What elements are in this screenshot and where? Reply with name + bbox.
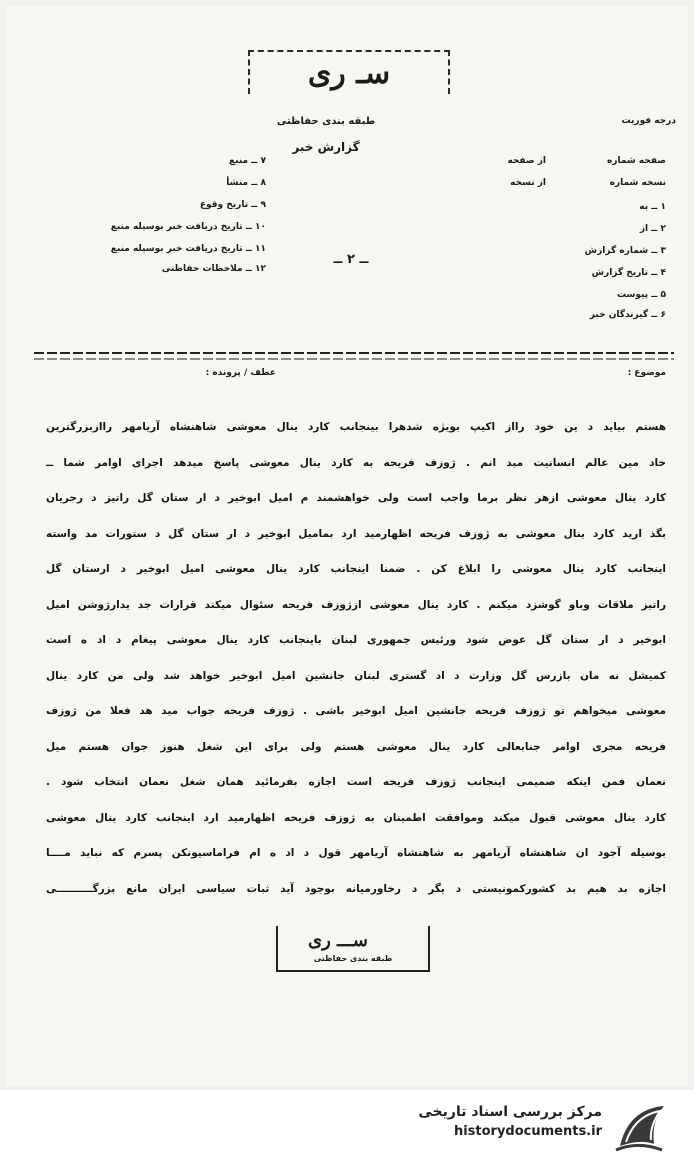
body-line: هستم بیاید د ین خود رااز اکیپ بویژه شدهرا بینجانب کارد ینال معوشی شاهنشاه آریامهر راازبزرگترین bbox=[46, 421, 666, 433]
field-page-of: از صفحه bbox=[507, 156, 546, 166]
field-attachment: ۵ ــ پیوست bbox=[617, 290, 666, 300]
field-to: ۱ ــ به bbox=[639, 202, 666, 212]
bottom-classification-stamp bbox=[276, 926, 430, 972]
body-line: اجازه بد هیم بد کشورکمونیستی د یگر د رخاورمیانه بوجود آید ثبات سیاسی ایران مانع بزرگــــــــــی bbox=[46, 882, 666, 895]
field-receipt-date-unit: ۱۱ ــ تاریخ دریافت خبر بوسیله منبع bbox=[110, 244, 266, 254]
field-occurrence-date: ۹ ــ تاریخ وقوع bbox=[199, 200, 266, 210]
stamp-scribble: ســـ ری bbox=[308, 930, 368, 951]
archive-logo-icon bbox=[612, 1100, 672, 1154]
body-line: کمیشل نه مان بازرس گل وزارت د اد گستری لبنان جانشین امیل ابوخیر خواهد شد ولی من کارد ینال bbox=[46, 669, 666, 682]
field-report-number: ۳ ــ شماره گزارش bbox=[584, 246, 666, 256]
body-line: خاد مین عالم انسانیت مید انم . ژوزف فریحه به کارد ینال معوشی پاسخ میدهد اجرای اوامر شما ــ bbox=[46, 456, 666, 469]
stamp-label: طبقه بندی حفاظتی bbox=[313, 954, 393, 963]
field-report-date: ۴ ــ تاریخ گزارش bbox=[591, 268, 666, 278]
classification-label: طبقه بندی حفاظتی bbox=[276, 116, 376, 127]
body-line: کارد ینال معوشی قبول میکند وموافقت اطمینان به ژوزف فریحه اظهارمید ارد اینجانب کارد ینال معوشی bbox=[46, 811, 666, 824]
document-body bbox=[46, 410, 666, 907]
subject-label: موضوع : bbox=[627, 368, 666, 378]
footer-text bbox=[418, 1104, 602, 1139]
document-sheet bbox=[6, 6, 688, 1086]
field-copy-of: از نسخه bbox=[510, 178, 546, 188]
body-line: فریحه مجری اوامر جنابعالی کارد ینال معوشی هستم ولی برای این شغل هنوز جوان هستم میل bbox=[46, 740, 666, 753]
field-receipt-date-source: ۱۰ ــ تاریخ دریافت خبر بوسیله منبع bbox=[110, 222, 266, 232]
page-marker: ــ ۲ ــ bbox=[333, 252, 369, 267]
body-line: کارد ینال معوشی ازهر نظر برما واجب است ولی خواهشمند م امیل ابوخیر د ار ستان گل راتیز د رجریان bbox=[46, 492, 666, 504]
divider-line-secondary bbox=[34, 358, 674, 360]
body-line: راتیز ملاقات وباو گوشزد میکنم . کارد ینال معوشی ازژوزف فریحه سئوال میکند قرارات جد یدارژوشن امیل bbox=[46, 598, 666, 611]
body-line: معوشی میخواهم تو ژوزف فریحه جانشین امیل ابوخیر باشی . ژوزف فریحه جواب مید هد فعلا من ژوزف bbox=[46, 705, 666, 717]
footer-watermark bbox=[0, 1090, 694, 1164]
classification-stamp: سـ ری bbox=[248, 50, 450, 94]
org-name-en: historydocuments.ir bbox=[453, 1124, 602, 1139]
body-line: اینجانب کارد ینال معوشی را ابلاغ کن . ضمنا اینجانب کارد ینال معوشی امیل ابوخیر د ارستان گل bbox=[46, 563, 666, 575]
body-line: بوسیله آجود ان شاهنشاه آریامهر به شاهنشاه آریامهر قول د اد ه ام فراماسیونکن پسرم که نباید مــــا bbox=[46, 847, 666, 859]
field-from: ۲ ــ از bbox=[639, 224, 666, 234]
field-recipients: ۶ ــ گیرندگان خبر bbox=[589, 310, 666, 320]
body-line: ابوخیر د ار ستان گل عوض شود ورئیس جمهوری لبنان باینجانب کارد ینال معوشی پیغام د اد ه است bbox=[46, 634, 666, 646]
field-security-notes: ۱۲ ــ ملاحظات حفاظتی bbox=[161, 264, 266, 274]
priority-label: درجه فوریت bbox=[621, 116, 676, 126]
body-line: نعمان فمن اینکه صمیمی اینجانب ژوزف فریحه است اجازه بفرمائید همان شغل نعمان انتخاب شود . bbox=[46, 776, 666, 788]
body-line: بگذ ارید کارد ینال معوشی به ژوزف فریحه اظهارمید ارد بمامیل ابوخیر د ار ستان گل د ستورات مد واسته bbox=[46, 527, 666, 540]
field-page-number: صفحه شماره bbox=[606, 156, 666, 166]
field-source: ۷ ــ منبع bbox=[229, 156, 266, 166]
reference-label: عطف / پرونده : bbox=[205, 368, 276, 378]
field-origin: ۸ ــ منشأ bbox=[226, 178, 266, 188]
field-copy-number: نسخه شماره bbox=[609, 178, 666, 188]
org-name-fa: مرکز بررسی اسناد تاریخی bbox=[418, 1104, 602, 1120]
divider-line bbox=[34, 352, 674, 354]
report-title: گزارش خبر bbox=[292, 140, 360, 154]
